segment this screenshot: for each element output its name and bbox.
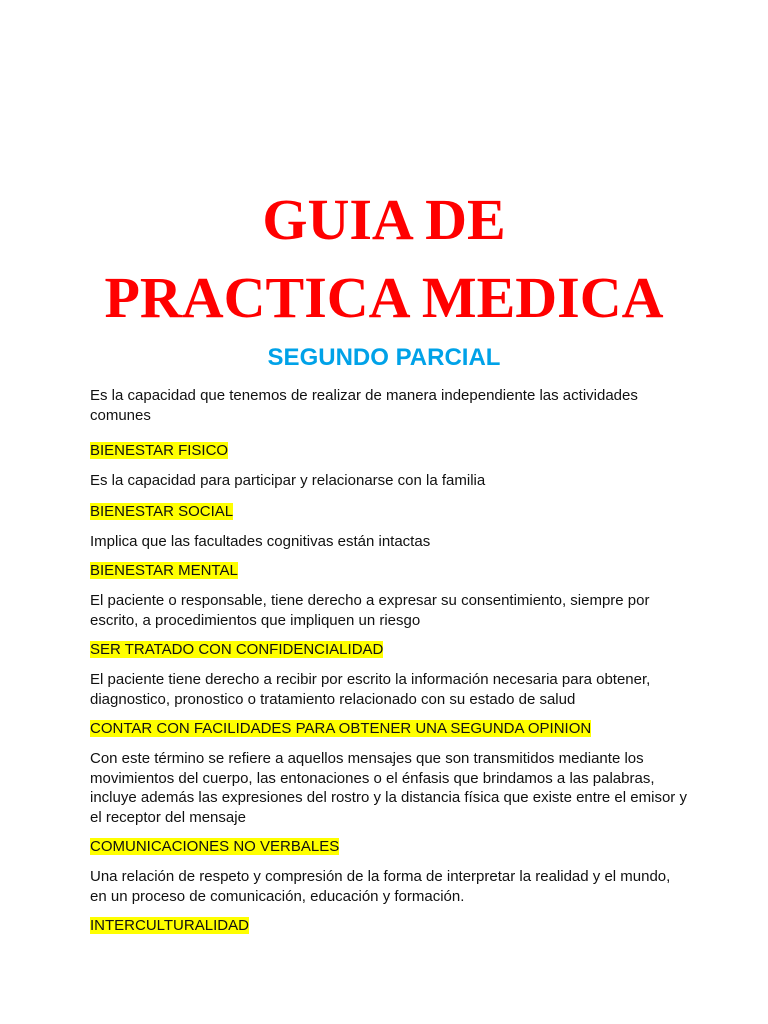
definition-3: Implica que las facultades cognitivas están intactas (90, 532, 431, 550)
definition-6: Con este término se refiere a aquellos mensajes que son transmitidos mediante los movimientos del cuerpo, las entonaciones o el énfasis que brindamos a las palabras, incluye además las expresiones del rostro y la distancia física que existe entre el emisor y el receptor del mensaje (90, 750, 687, 826)
document-subtitle: SEGUNDO PARCIAL (267, 344, 501, 371)
document-body (90, 386, 690, 936)
definition-4: El paciente o responsable, tiene derecho a expresar su consentimiento, siempre por escrito, a procedimientos que impliquen un riesgo (90, 592, 650, 629)
highlighted-term-5: CONTAR CON FACILIDADES PARA OBTENER UNA SEGUNDA OPINION (90, 720, 592, 737)
term-6-wrapper (90, 837, 690, 857)
highlighted-term-7: INTERCULTURALIDAD (90, 917, 249, 934)
term-5-wrapper (90, 719, 690, 739)
definition-1: Es la capacidad que tenemos de realizar de manera independiente las actividades comunes (90, 387, 638, 424)
highlighted-term-3: BIENESTAR MENTAL (90, 562, 238, 579)
definition-2: Es la capacidad para participar y relacionarse con la familia (90, 472, 486, 489)
term-3-wrapper (90, 561, 690, 581)
definition-5: El paciente tiene derecho a recibir por escrito la información necesaria para obtener, diagnostico, pronostico o tratamiento relacionado con su estado de salud (90, 671, 651, 708)
highlighted-term-4: SER TRATADO CON CONFIDENCIALIDAD (90, 641, 384, 658)
document-title-line-2: PRACTICA MEDICA (104, 265, 664, 330)
term-1-wrapper (90, 441, 690, 461)
document-title-line-1: GUIA DE (262, 187, 506, 252)
highlighted-term-6: COMUNICACIONES NO VERBALES (90, 838, 340, 855)
term-7-wrapper (90, 916, 690, 936)
term-2-wrapper (90, 502, 690, 522)
term-4-wrapper (90, 640, 690, 660)
highlighted-term-1: BIENESTAR FISICO (90, 442, 229, 459)
highlighted-term-2: BIENESTAR SOCIAL (90, 502, 234, 520)
definition-7: Una relación de respeto y compresión de la forma de interpretar la realidad y el mundo, en un proceso de comunicación, educación y formación. (90, 868, 671, 905)
